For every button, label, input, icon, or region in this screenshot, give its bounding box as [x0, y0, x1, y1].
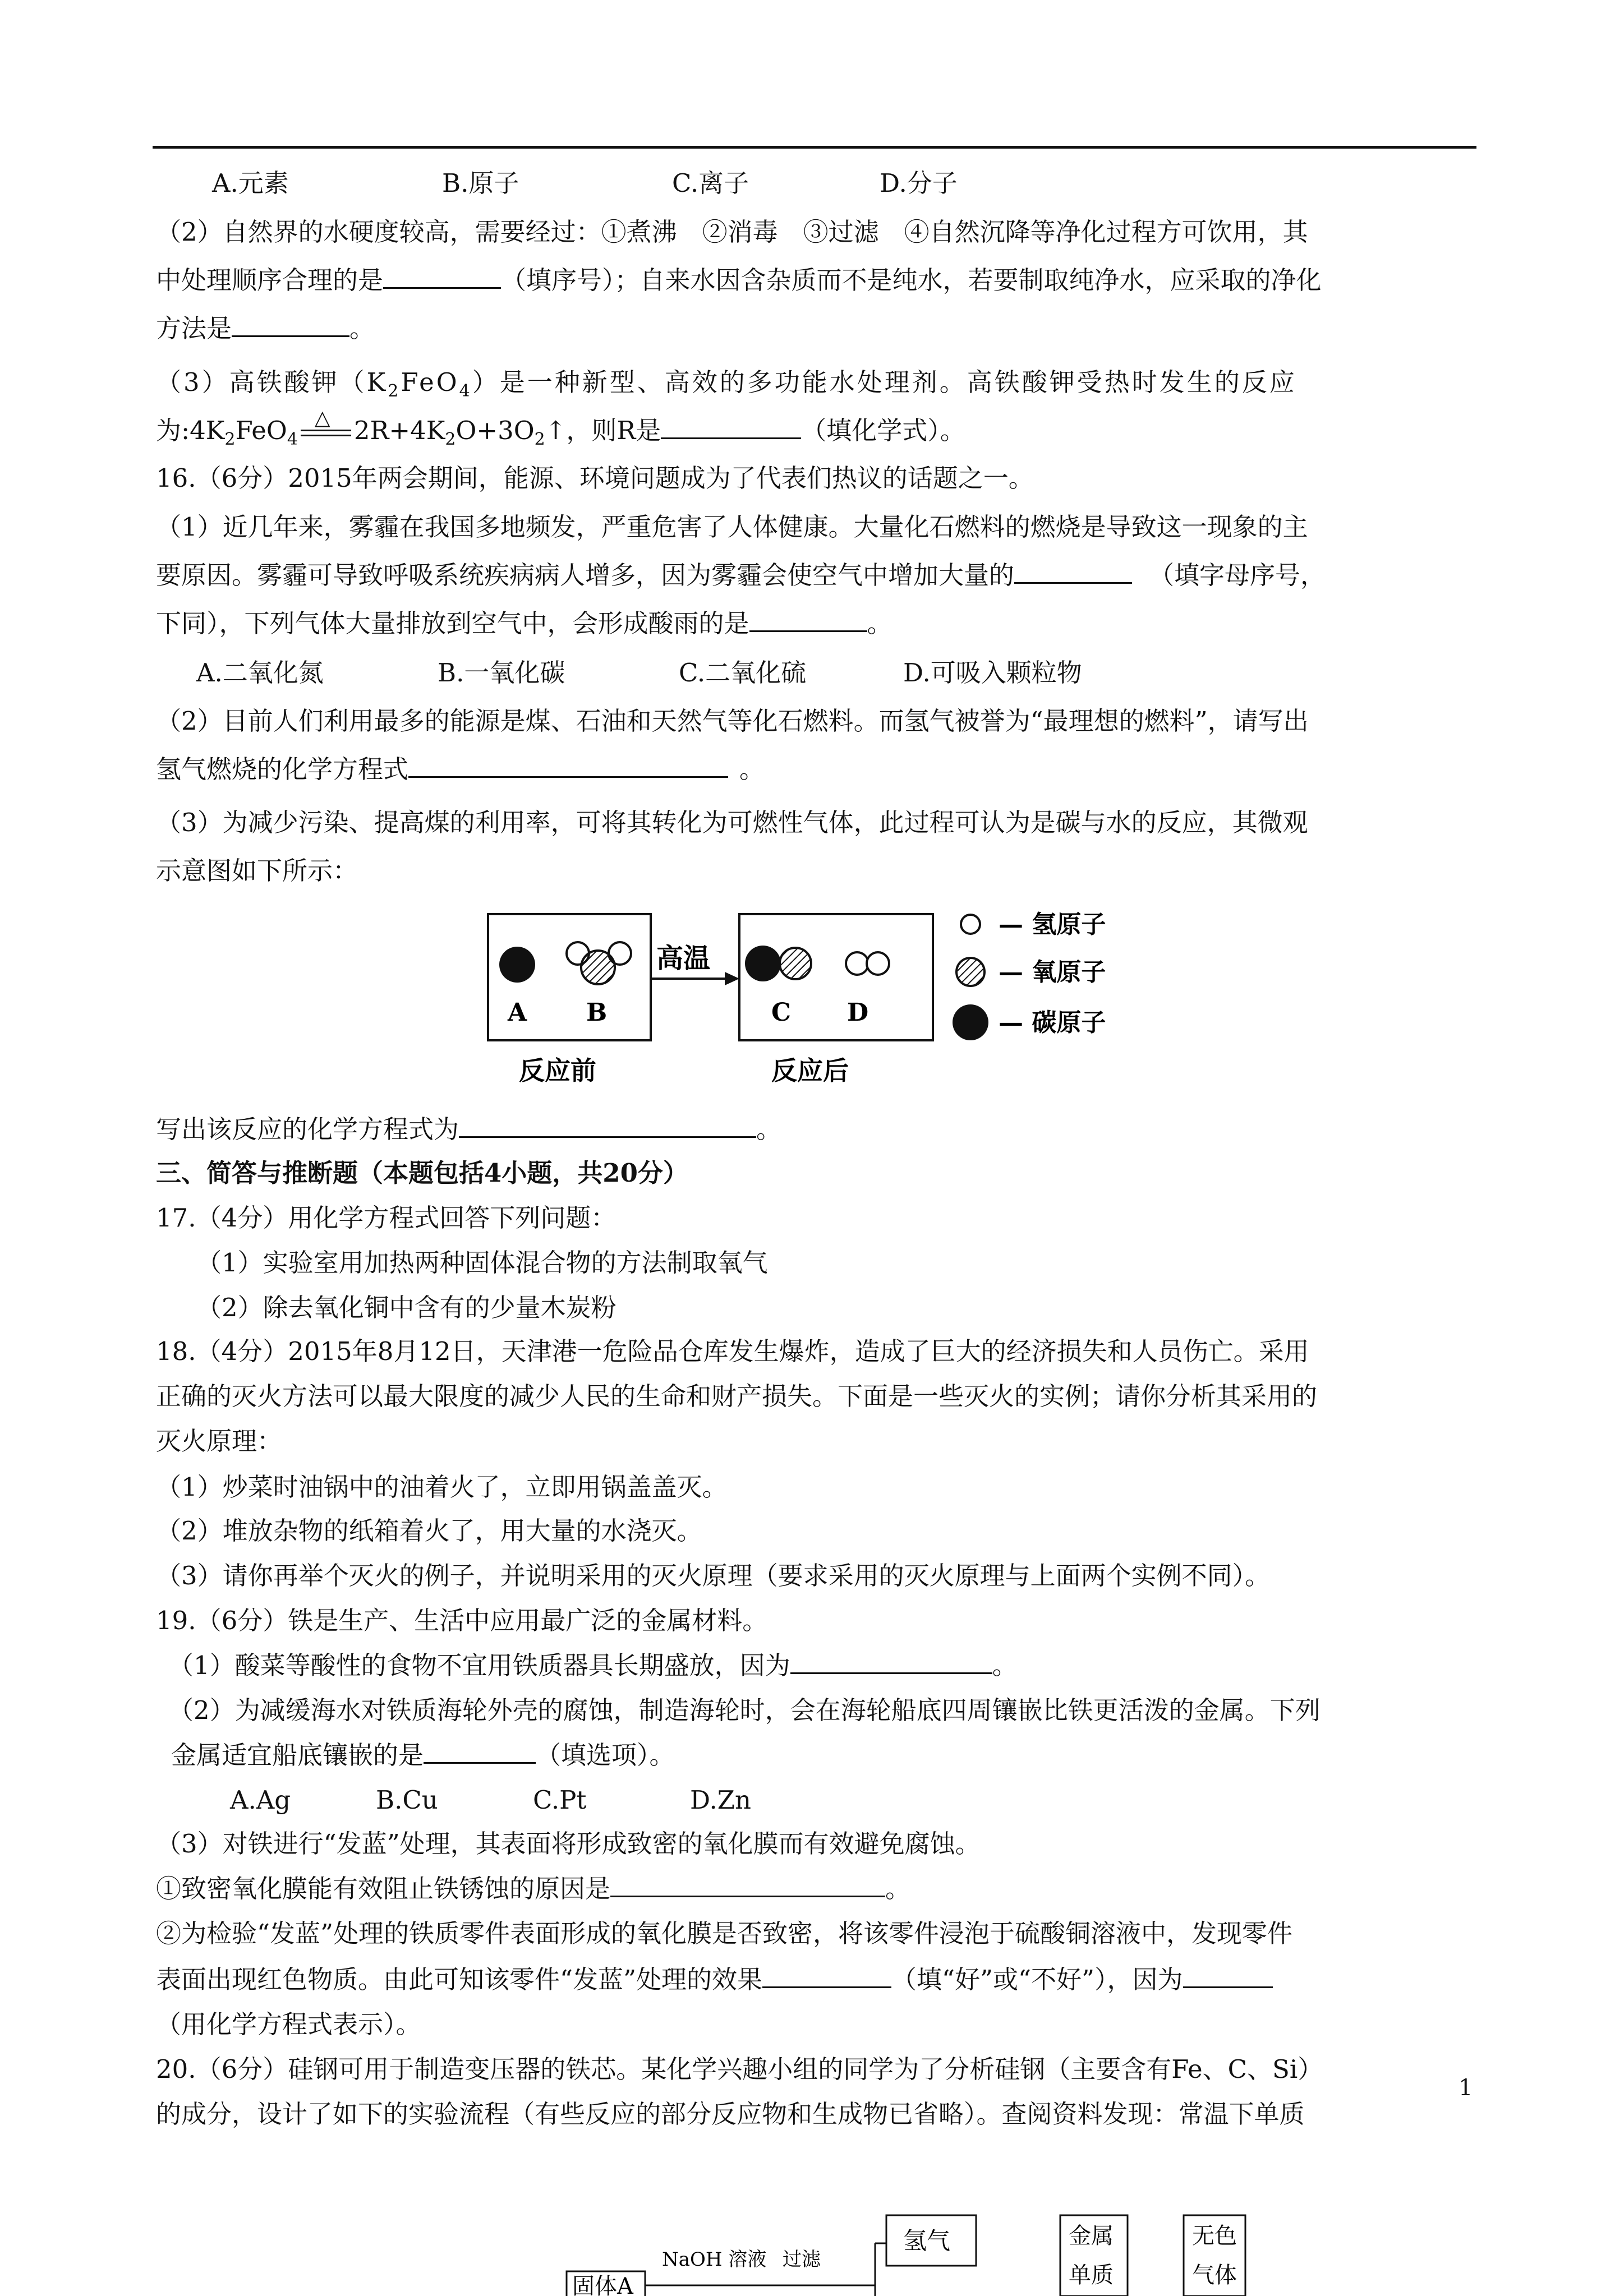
answer-blank[interactable] [1183, 1963, 1273, 1988]
legend-oxygen: — 氧原子 [999, 958, 1106, 986]
q16-p1-line2: 要原因。雾霾可导致呼吸系统疾病病人增多，因为雾霾会使空气中增加大量的 （填字母序号， [156, 559, 1326, 592]
reagent-label: NaOH 溶液 [662, 2248, 767, 2271]
option-c: C.Pt [533, 1785, 587, 1815]
option-c: C.二氧化硫 [679, 658, 807, 688]
answer-blank[interactable] [610, 1872, 885, 1897]
option-c: C.离子 [672, 168, 749, 198]
q19-p3: （3）对铁进行“发蓝”处理，其表面将形成致密的氧化膜而有效避免腐蚀。 [156, 1829, 981, 1859]
q15-p3-line2: 为$:4K_2FeO_4$ △ $2R+4K_2O+3O_2↑$，则R是 （填化学式）。 [156, 407, 965, 449]
label-c: C [771, 998, 792, 1027]
option-b: B.Cu [376, 1785, 438, 1815]
page-number: 1 [1459, 2075, 1473, 2101]
q15-p2-line2: 中处理顺序合理的是 （填序号）；自来水因含杂质而不是纯水，若要制取纯净水，应采取的净化 [156, 264, 1322, 297]
q19-s2-line3: （用化学方程式表示）。 [156, 2009, 421, 2039]
q16-p1-line3: 下同），下列气体大量排放到空气中，会形成酸雨的是 。 [156, 607, 892, 640]
q19-s1: ①致密氧化膜能有效阻止铁锈蚀的原因是 。 [156, 1872, 910, 1906]
q17-p2: （2）除去氧化铜中含有的少量木炭粉 [196, 1293, 617, 1322]
q15-p2-line1: （2）自然界的水硬度较高，需要经过：①煮沸 ②消毒 ③过滤 ④自然沉降等净化过程方可饮用，其 [156, 217, 1308, 247]
q19-p2-line2: 金属适宜船底镶嵌的是 （填选项）。 [171, 1739, 675, 1772]
q19-head: 19.（6分）铁是生产、生活中应用最广泛的金属材料。 [156, 1606, 768, 1635]
heat-condition: △ [298, 414, 354, 448]
answer-blank[interactable] [790, 1649, 992, 1674]
q16-final: 写出该反应的化学方程式为 。 [156, 1113, 781, 1146]
hydrogen-atom [867, 952, 889, 975]
option-b: B.一氧化碳 [438, 658, 565, 688]
q16-p2-line2: 氢气燃烧的化学方程式 。 [156, 753, 765, 786]
q18-p3: （3）请你再举个灭火的例子，并说明采用的灭火原理（要求采用的灭火原理与上面两个实例不同）。 [156, 1561, 1271, 1590]
q19-options [230, 1783, 751, 1817]
label-a: A [508, 998, 527, 1027]
flow-diagram [0, 2187, 1624, 2296]
q17-p1: （1）实验室用加热两种固体混合物的方法制取氧气 [196, 1248, 768, 1278]
gas-label-2: 气体 [1192, 2262, 1237, 2288]
q16-head: 16.（6分）2015年两会期间，能源、环境问题成为了代表们热议的话题之一。 [156, 463, 1034, 493]
q19-p1: （1）酸菜等酸性的食物不宜用铁质器具长期盛放，因为 。 [168, 1649, 1018, 1682]
oxygen-legend-icon [956, 958, 984, 986]
q15-p3-line1: （3）高铁酸钾$(K_2FeO_4)$是一种新型、高效的多功能水处理剂。高铁酸钾受热时发生的反应 [156, 367, 1297, 401]
solid-a-label: 固体A [572, 2274, 633, 2296]
q16-p2-line1: （2）目前人们利用最多的能源是煤、石油和天然气等化石燃料。而氢气被誉为“最理想的燃料”，请写出 [156, 706, 1309, 736]
q18-line2: 正确的灭火方法可以最大限度的减少人民的生命和财产损失。下面是一些灭火的实例；请你分析其采用的 [156, 1381, 1318, 1411]
q20-line2: 的成分，设计了如下的实验流程（有些反应的部分反应物和生成物已省略）。查阅资料发现：常温下单质 [156, 2099, 1305, 2129]
q19-p2-line1: （2）为减缓海水对铁质海轮外壳的腐蚀，制造海轮时，会在海轮船底四周镶嵌比铁更活泼的金属。下列 [168, 1695, 1321, 1725]
label-b: B [586, 998, 608, 1027]
option-a: A.元素 [212, 168, 289, 198]
hydrogen-atom [846, 952, 868, 975]
q17-head: 17.（4分）用化学方程式回答下列问题： [156, 1203, 617, 1233]
q16-p3-line1: （3）为减少污染、提高煤的利用率，可将其转化为可燃性气体，此过程可认为是碳与水的反应，其微观 [156, 808, 1308, 837]
answer-blank[interactable] [762, 1963, 891, 1988]
carbon-legend-icon [953, 1004, 988, 1040]
q15-p2-line3: 方法是 。 [156, 312, 375, 345]
option-a: A.Ag [230, 1785, 291, 1815]
reaction-diagram [0, 0, 1624, 1122]
option-b: B.原子 [442, 168, 519, 198]
q16-p3-line2: 示意图如下所示： [156, 856, 358, 886]
hydrogen-legend-icon [961, 915, 980, 934]
carbon-atom [499, 947, 535, 983]
option-d: D.可吸入颗粒物 [903, 658, 1082, 688]
q18-line1: 18.（4分）2015年8月12日，天津港一危险品仓库发生爆炸，造成了巨大的经济损失和人员伤亡。采用 [156, 1336, 1309, 1366]
q19-s2-line2: 表面出现红色物质。由此可知该零件“发蓝”处理的效果 （填“好”或“不好”），因为 [156, 1963, 1273, 1997]
metal-label-2: 单质 [1069, 2262, 1114, 2288]
option-a: A.二氧化氮 [196, 658, 324, 688]
label-d: D [847, 998, 869, 1027]
gas-label-1: 无色 [1192, 2223, 1237, 2249]
after-caption: 反应后 [771, 1055, 849, 1086]
legend-hydrogen: — 氢原子 [999, 910, 1106, 939]
answer-blank[interactable] [459, 1113, 756, 1138]
arrow-head-icon [725, 972, 739, 985]
oxygen-atom [581, 951, 615, 984]
oxygen-atom [780, 948, 811, 979]
q18-p1: （1）炒菜时油锅中的油着火了，立即用锅盖盖灭。 [156, 1472, 728, 1502]
option-d: D.分子 [880, 168, 958, 198]
condition-label: 高温 [656, 943, 711, 974]
before-caption: 反应前 [519, 1055, 596, 1086]
section-3-title: 三、简答与推断题（本题包括4小题，共20分） [156, 1158, 688, 1188]
answer-blank[interactable] [424, 1739, 536, 1764]
legend-carbon: — 碳原子 [999, 1008, 1106, 1037]
q18-line3: 灭火原理： [156, 1426, 283, 1456]
carbon-atom [745, 946, 781, 981]
filter-label: 过滤 [783, 2248, 821, 2271]
option-d: D.Zn [690, 1785, 752, 1815]
q16-p1-line1: （1）近几年来，雾霾在我国多地频发，严重危害了人体健康。大量化石燃料的燃烧是导致这一现象的主 [156, 512, 1308, 542]
q18-p2: （2）堆放杂物的纸箱着火了，用大量的水浇灭。 [156, 1516, 702, 1546]
q20-line1: 20.（6分）硅钢可用于制造变压器的铁芯。某化学兴趣小组的同学为了分析硅钢（主要含有Fe、C、Si） [156, 2054, 1323, 2084]
q19-s2-line1: ②为检验“发蓝”处理的铁质零件表面形成的氧化膜是否致密，将该零件浸泡于硫酸铜溶液中，发现零件 [156, 1919, 1293, 1948]
metal-label-1: 金属 [1069, 2223, 1114, 2249]
hydrogen-label: 氢气 [903, 2227, 951, 2254]
